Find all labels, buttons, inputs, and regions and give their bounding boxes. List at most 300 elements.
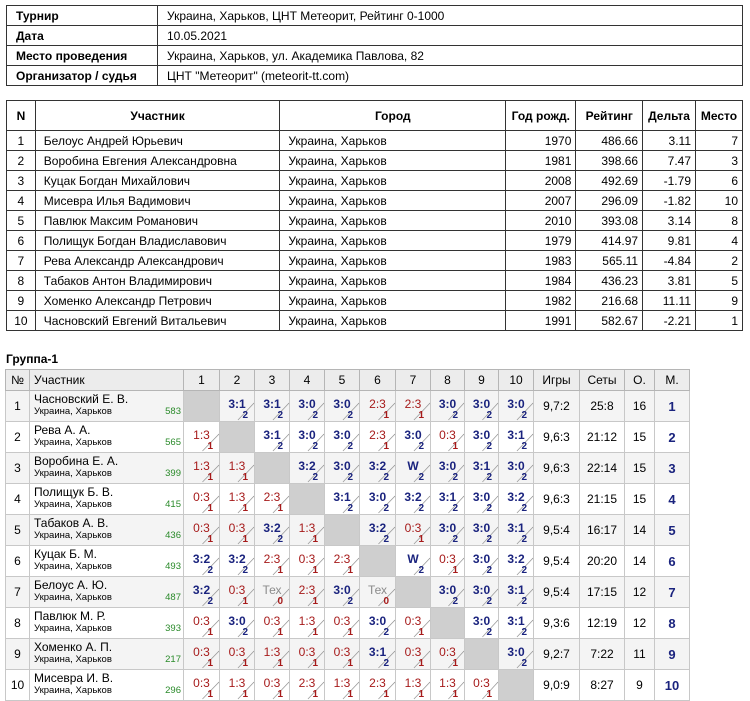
info-row: [7, 46, 743, 66]
match-points: 2: [521, 410, 527, 421]
match-score: 3:2: [404, 490, 422, 504]
participants-header: Город: [280, 101, 506, 131]
grid-score-cell: [499, 577, 534, 608]
player-sets: 12:19: [580, 608, 625, 639]
player-city-line: [34, 561, 181, 573]
match-score: 0:3: [193, 614, 210, 628]
match-points: 2: [452, 503, 458, 514]
participant-cell: 8: [7, 271, 36, 291]
match-score: 1:3: [263, 645, 281, 659]
match-score: 3:0: [333, 459, 351, 473]
participant-row: [7, 271, 743, 291]
match-score: 0:3: [263, 614, 281, 628]
grid-score-cell: [465, 453, 499, 484]
match-score: 1:3: [193, 428, 210, 442]
match-points: 2: [521, 503, 527, 514]
grid-score-cell: [290, 422, 325, 453]
grid-header-opponent: 4: [290, 370, 325, 391]
match-points: 2: [383, 658, 389, 669]
match-score: 1:3: [298, 614, 316, 628]
player-city-line: [34, 623, 181, 635]
player-place: 7: [655, 577, 690, 608]
participant-cell: Табаков Антон Владимирович: [35, 271, 280, 291]
match-score: 3:2: [298, 459, 316, 473]
participant-cell: Украина, Харьков: [280, 151, 506, 171]
participant-cell: 1984: [506, 271, 576, 291]
grid-score-cell: [325, 670, 360, 701]
match-points: 1: [347, 627, 353, 638]
match-points: 1: [312, 534, 318, 545]
grid-score-cell: [220, 453, 255, 484]
participant-cell: 1970: [506, 131, 576, 151]
match-score: 3:0: [298, 428, 316, 442]
match-score: 3:0: [368, 614, 387, 628]
player-games: 9,5:4: [534, 577, 580, 608]
match-score: 0:3: [228, 583, 246, 597]
match-points: 1: [207, 503, 213, 514]
match-points: 2: [486, 596, 492, 607]
match-score: 0:3: [439, 552, 456, 566]
match-score: 2:3: [369, 428, 386, 442]
grid-row: [6, 546, 690, 577]
match-score: 1:3: [333, 676, 351, 690]
grid-score-cell: [431, 577, 465, 608]
match-points: 2: [486, 441, 492, 452]
match-score: 0:3: [404, 645, 422, 659]
player-city-line: [34, 685, 181, 697]
match-score: 3:1: [472, 459, 491, 473]
match-score: 0:3: [333, 614, 351, 628]
match-points: 1: [383, 689, 389, 700]
match-score: 3:0: [472, 490, 491, 504]
match-points: 2: [383, 503, 389, 514]
player-rating: 393: [165, 623, 181, 634]
grid-score-cell: [465, 422, 499, 453]
grid-row: [6, 608, 690, 639]
grid-row: [6, 515, 690, 546]
participant-cell: 2: [7, 151, 36, 171]
info-label: Место проведения: [7, 46, 158, 66]
grid-row-number: 1: [6, 391, 30, 422]
match-points: 2: [242, 627, 248, 638]
match-score: 3:0: [472, 521, 491, 535]
grid-score-cell: [360, 639, 396, 670]
grid-row-number: 2: [6, 422, 30, 453]
match-score: 1:3: [228, 490, 246, 504]
player-city: Украина, Харьков: [34, 654, 112, 665]
grid-score-cell: [325, 546, 360, 577]
participant-cell: Украина, Харьков: [280, 311, 506, 331]
grid-score-cell: [465, 515, 499, 546]
participant-cell: Украина, Харьков: [280, 211, 506, 231]
player-games: 9,6:3: [534, 484, 580, 515]
participant-cell: Украина, Харьков: [280, 231, 506, 251]
match-points: 1: [347, 565, 353, 576]
match-score: 0:3: [193, 521, 210, 535]
grid-player-cell: [30, 639, 184, 670]
grid-player-cell: [30, 391, 184, 422]
player-sets: 21:12: [580, 422, 625, 453]
match-points: 1: [418, 689, 424, 700]
match-score: 3:1: [228, 397, 246, 411]
player-rating: 436: [165, 530, 181, 541]
player-short-name: Табаков А. В.: [34, 516, 109, 530]
participant-row: [7, 151, 743, 171]
match-score: 0:3: [298, 645, 316, 659]
match-score: Тех: [367, 583, 388, 597]
participant-cell: 7.47: [643, 151, 696, 171]
participants-table: [6, 100, 743, 331]
info-label: Дата: [7, 26, 158, 46]
grid-self-cell: [290, 484, 325, 515]
player-city: Украина, Харьков: [34, 468, 112, 479]
player-sets: 16:17: [580, 515, 625, 546]
grid-score-cell: [255, 670, 290, 701]
player-rating: 415: [165, 499, 181, 510]
match-score: 0:3: [228, 521, 246, 535]
grid-score-cell: [396, 422, 431, 453]
participant-cell: 486.66: [576, 131, 643, 151]
player-city: Украина, Харьков: [34, 406, 112, 417]
player-city: Украина, Харьков: [34, 685, 112, 696]
match-points: 1: [486, 689, 492, 700]
tournament-info-table: [6, 5, 743, 86]
grid-score-cell: [396, 546, 431, 577]
match-score: 3:0: [333, 397, 351, 411]
participant-cell: 3.81: [643, 271, 696, 291]
match-score: 0:3: [404, 614, 422, 628]
grid-score-cell: [220, 670, 255, 701]
player-short-name: Хоменко А. П.: [34, 640, 113, 654]
match-points: 1: [452, 441, 458, 452]
grid-score-cell: [184, 577, 220, 608]
grid-score-cell: [431, 484, 465, 515]
player-city-line: [34, 468, 181, 480]
participant-cell: 10: [7, 311, 36, 331]
grid-header-opponent: 3: [255, 370, 290, 391]
grid-score-cell: [325, 484, 360, 515]
grid-score-cell: [465, 608, 499, 639]
match-points: 1: [312, 596, 318, 607]
grid-row: [6, 422, 690, 453]
grid-score-cell: [290, 453, 325, 484]
match-points: 2: [277, 441, 283, 452]
match-score: 3:0: [438, 397, 457, 411]
grid-header-opponent: 6: [360, 370, 396, 391]
participant-cell: 2: [696, 251, 743, 271]
player-city: Украина, Харьков: [34, 561, 112, 572]
participant-cell: 3: [7, 171, 36, 191]
player-short-name: Мисевра И. В.: [34, 671, 114, 685]
grid-score-cell: [184, 608, 220, 639]
grid-score-cell: [499, 422, 534, 453]
match-score: 1:3: [228, 676, 246, 690]
participant-cell: Хоменко Александр Петрович: [35, 291, 280, 311]
match-score: W: [407, 459, 419, 473]
match-points: 1: [207, 658, 213, 669]
participant-cell: Украина, Харьков: [280, 171, 506, 191]
match-points: 1: [277, 658, 283, 669]
player-points: 14: [625, 515, 655, 546]
grid-score-cell: [290, 608, 325, 639]
grid-score-cell: [290, 577, 325, 608]
match-points: 1: [312, 658, 318, 669]
match-points: 2: [521, 658, 527, 669]
grid-header-opponent: 5: [325, 370, 360, 391]
match-score: 3:2: [368, 521, 387, 535]
info-value: ЦНТ "Метеорит" (meteorit-tt.com): [158, 66, 743, 86]
match-score: 1:3: [439, 676, 456, 690]
match-points: 2: [207, 565, 213, 576]
match-score: 1:3: [228, 459, 246, 473]
participant-cell: 4: [696, 231, 743, 251]
participant-cell: 5: [7, 211, 36, 231]
grid-self-cell: [255, 453, 290, 484]
match-points: 2: [347, 503, 353, 514]
match-points: 1: [277, 689, 283, 700]
match-score: 1:3: [298, 521, 316, 535]
participants-header: Рейтинг: [576, 101, 643, 131]
match-points: 2: [521, 565, 527, 576]
match-points: 1: [347, 658, 353, 669]
match-score: 2:3: [263, 490, 281, 504]
grid-header-opponent: 9: [465, 370, 499, 391]
grid-self-cell: [325, 515, 360, 546]
group-title: Группа-1: [6, 352, 59, 366]
match-points: 2: [277, 534, 283, 545]
match-points: 2: [242, 410, 248, 421]
participant-cell: 296.09: [576, 191, 643, 211]
match-score: 3:2: [368, 459, 387, 473]
participant-cell: Павлюк Максим Романович: [35, 211, 280, 231]
grid-score-cell: [184, 515, 220, 546]
grid-score-cell: [396, 453, 431, 484]
grid-score-cell: [290, 391, 325, 422]
match-points: 2: [418, 503, 424, 514]
match-points: 2: [207, 596, 213, 607]
match-score: 3:1: [507, 614, 525, 628]
match-score: 3:0: [507, 397, 525, 411]
participant-cell: 4: [7, 191, 36, 211]
match-score: 3:0: [333, 428, 351, 442]
grid-player-cell: [30, 422, 184, 453]
player-place: 5: [655, 515, 690, 546]
player-city-line: [34, 499, 181, 511]
group-results-grid: [5, 369, 690, 701]
player-rating: 217: [165, 654, 181, 665]
grid-score-cell: [325, 453, 360, 484]
match-score: 3:2: [507, 552, 525, 566]
participants-header: Дельта: [643, 101, 696, 131]
grid-player-cell: [30, 546, 184, 577]
player-sets: 22:14: [580, 453, 625, 484]
participant-cell: Украина, Харьков: [280, 271, 506, 291]
match-score: 0:3: [263, 676, 281, 690]
match-points: 2: [486, 565, 492, 576]
player-city-line: [34, 530, 181, 542]
participant-cell: 3: [696, 151, 743, 171]
match-score: 3:0: [438, 583, 457, 597]
grid-score-cell: [325, 422, 360, 453]
match-points: 2: [452, 410, 458, 421]
match-score: 0:3: [439, 428, 456, 442]
grid-score-cell: [396, 391, 431, 422]
grid-score-cell: [499, 546, 534, 577]
grid-header-num: №: [6, 370, 30, 391]
grid-row-number: 6: [6, 546, 30, 577]
match-points: 1: [242, 658, 248, 669]
grid-player-cell: [30, 484, 184, 515]
match-score: 1:3: [193, 459, 210, 473]
match-points: 1: [207, 472, 213, 483]
participant-cell: 9.81: [643, 231, 696, 251]
grid-score-cell: [220, 577, 255, 608]
match-points: 2: [521, 627, 527, 638]
grid-score-cell: [290, 515, 325, 546]
participant-cell: 1: [696, 311, 743, 331]
match-score: 0:3: [193, 645, 210, 659]
participant-cell: 10: [696, 191, 743, 211]
participant-cell: 216.68: [576, 291, 643, 311]
match-score: 3:0: [472, 397, 491, 411]
player-points: 15: [625, 484, 655, 515]
match-score: 3:1: [368, 645, 387, 659]
participant-cell: 1: [7, 131, 36, 151]
grid-self-cell: [220, 422, 255, 453]
match-points: 1: [312, 627, 318, 638]
match-points: 0: [383, 596, 389, 607]
grid-header-opponent: 8: [431, 370, 465, 391]
grid-row: [6, 484, 690, 515]
match-score: 0:3: [439, 645, 456, 659]
grid-header-opponent: 2: [220, 370, 255, 391]
player-short-name: Павлюк М. Р.: [34, 609, 106, 623]
match-points: 1: [418, 627, 424, 638]
grid-score-cell: [220, 484, 255, 515]
info-value: Украина, Харьков, ул. Академика Павлова, 82: [158, 46, 743, 66]
participant-cell: Часновский Евгений Витальевич: [35, 311, 280, 331]
grid-score-cell: [431, 453, 465, 484]
participants-header: Место: [696, 101, 743, 131]
match-score: 2:3: [404, 397, 422, 411]
grid-row-number: 10: [6, 670, 30, 701]
grid-score-cell: [360, 515, 396, 546]
grid-header-player: Участник: [30, 370, 184, 391]
player-points: 9: [625, 670, 655, 701]
grid-score-cell: [255, 422, 290, 453]
match-points: 1: [277, 503, 283, 514]
grid-row-number: 5: [6, 515, 30, 546]
info-label: Турнир: [7, 6, 158, 26]
match-score: 2:3: [333, 552, 351, 566]
grid-score-cell: [431, 670, 465, 701]
grid-score-cell: [465, 391, 499, 422]
player-sets: 21:15: [580, 484, 625, 515]
player-rating: 399: [165, 468, 181, 479]
grid-score-cell: [184, 546, 220, 577]
participant-cell: 7: [696, 131, 743, 151]
player-place: 4: [655, 484, 690, 515]
match-score: 3:0: [438, 521, 457, 535]
grid-score-cell: [220, 515, 255, 546]
player-place: 10: [655, 670, 690, 701]
match-score: 2:3: [369, 397, 386, 411]
grid-score-cell: [290, 670, 325, 701]
grid-score-cell: [255, 515, 290, 546]
participant-cell: Украина, Харьков: [280, 191, 506, 211]
match-points: 2: [486, 627, 492, 638]
match-score: 3:0: [228, 614, 246, 628]
grid-score-cell: [465, 670, 499, 701]
match-score: 3:0: [472, 428, 491, 442]
player-sets: 25:8: [580, 391, 625, 422]
grid-header-points: О.: [625, 370, 655, 391]
player-points: 11: [625, 639, 655, 670]
grid-score-cell: [325, 608, 360, 639]
player-short-name: Белоус А. Ю.: [34, 578, 108, 592]
grid-score-cell: [396, 484, 431, 515]
match-score: 0:3: [193, 490, 210, 504]
participant-cell: -2.21: [643, 311, 696, 331]
info-value: 10.05.2021: [158, 26, 743, 46]
match-points: 2: [418, 441, 424, 452]
participant-cell: -4.84: [643, 251, 696, 271]
player-city: Украина, Харьков: [34, 499, 112, 510]
match-score: 3:0: [472, 552, 491, 566]
participant-cell: 436.23: [576, 271, 643, 291]
grid-player-cell: [30, 670, 184, 701]
participant-cell: 393.08: [576, 211, 643, 231]
match-points: 2: [347, 441, 353, 452]
match-score: 1:3: [404, 676, 422, 690]
grid-score-cell: [396, 608, 431, 639]
participant-cell: 1982: [506, 291, 576, 311]
grid-score-cell: [220, 546, 255, 577]
match-score: 0:3: [193, 676, 210, 690]
grid-score-cell: [499, 453, 534, 484]
participant-cell: Куцак Богдан Михайлович: [35, 171, 280, 191]
info-label: Организатор / судья: [7, 66, 158, 86]
match-points: 1: [242, 534, 248, 545]
player-sets: 20:20: [580, 546, 625, 577]
match-points: 2: [312, 410, 318, 421]
match-points: 1: [312, 689, 318, 700]
match-points: 2: [242, 565, 248, 576]
player-games: 9,5:4: [534, 515, 580, 546]
grid-score-cell: [499, 639, 534, 670]
player-rating: 565: [165, 437, 181, 448]
player-points: 15: [625, 453, 655, 484]
player-city-line: [34, 654, 181, 666]
player-games: 9,0:9: [534, 670, 580, 701]
match-score: 3:0: [368, 490, 387, 504]
player-games: 9,7:2: [534, 391, 580, 422]
grid-score-cell: [499, 608, 534, 639]
participant-cell: 398.66: [576, 151, 643, 171]
match-score: 3:0: [472, 583, 491, 597]
match-points: 2: [486, 534, 492, 545]
match-points: 0: [277, 596, 283, 607]
match-points: 1: [383, 410, 389, 421]
participant-row: [7, 191, 743, 211]
match-points: 2: [383, 627, 389, 638]
grid-self-cell: [396, 577, 431, 608]
player-place: 8: [655, 608, 690, 639]
player-points: 12: [625, 608, 655, 639]
grid-self-cell: [360, 546, 396, 577]
grid-score-cell: [499, 484, 534, 515]
match-score: 3:2: [228, 552, 246, 566]
